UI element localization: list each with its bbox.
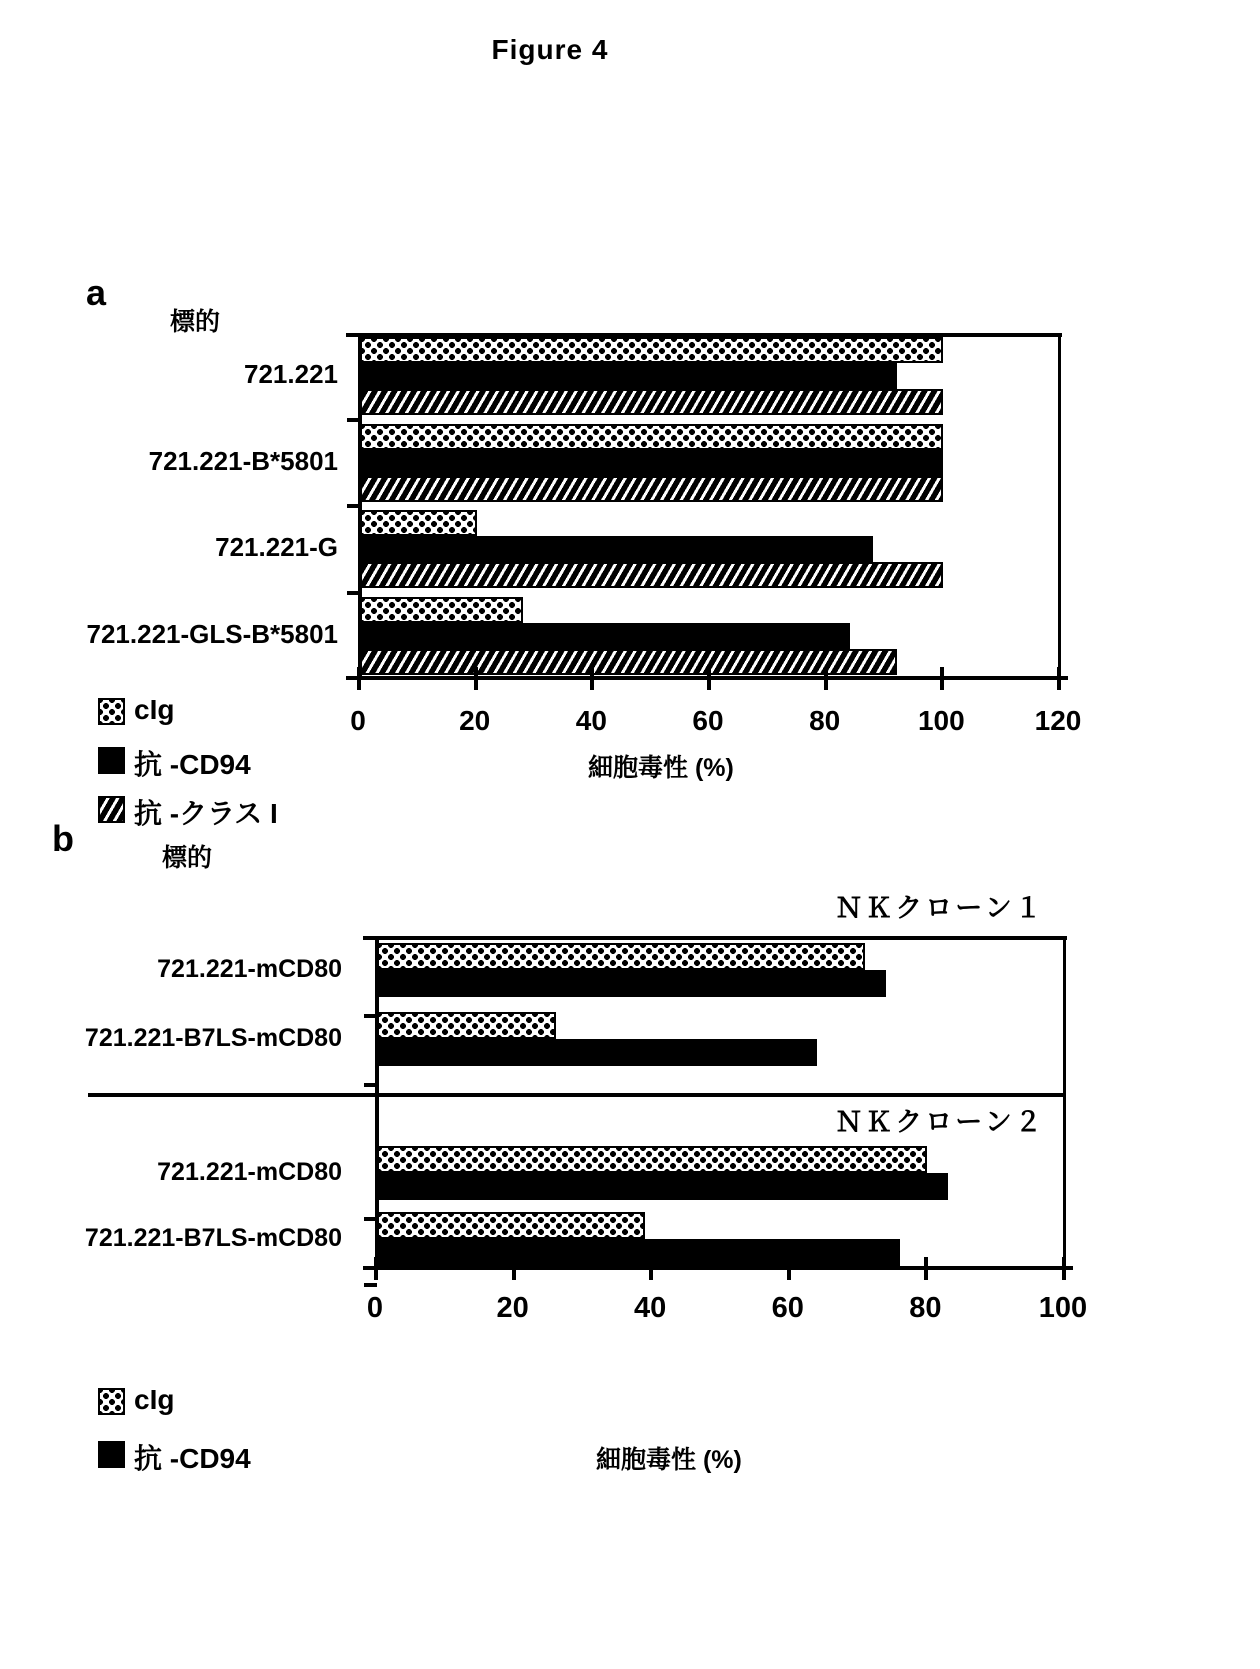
bar-solid xyxy=(360,536,873,562)
category-label: 721.221-mCD80 xyxy=(157,1158,342,1186)
x-tick xyxy=(824,667,828,690)
legend-label: cIg xyxy=(134,694,175,725)
bar-hatch xyxy=(360,562,943,588)
x-tick-label: 120 xyxy=(1034,705,1082,736)
x-tick xyxy=(924,1257,928,1280)
figure-title: Figure 4 xyxy=(491,34,609,65)
plot-a-right-border xyxy=(1058,333,1061,680)
bar-dots xyxy=(377,1146,927,1173)
axis-group-tick xyxy=(347,591,360,595)
x-tick xyxy=(940,667,944,690)
category-label: 721.221-B7LS-mCD80 xyxy=(84,1224,342,1252)
bar-solid xyxy=(377,1173,948,1200)
panel-b-label: b xyxy=(52,818,74,859)
x-tick-label: 40 xyxy=(575,705,607,736)
axis-group-tick xyxy=(347,504,360,508)
legend-swatch-hatch xyxy=(98,796,125,823)
x-tick xyxy=(1062,1257,1066,1280)
bar-dots xyxy=(377,943,865,970)
x-tick-label: 0 xyxy=(366,1292,384,1324)
axis-group-tick xyxy=(364,1283,377,1287)
bar-hatch xyxy=(360,476,943,502)
x-tick-label: 100 xyxy=(1038,1292,1088,1324)
bar-solid xyxy=(360,623,850,649)
legend-label: cIg xyxy=(134,1384,175,1415)
x-tick-label: 40 xyxy=(634,1292,667,1324)
nk-group-divider xyxy=(88,1093,1066,1097)
x-tick xyxy=(474,667,478,690)
bar-dots xyxy=(360,597,523,623)
x-tick xyxy=(1057,667,1061,690)
category-label: 721.221-GLS-B*5801 xyxy=(86,618,338,649)
x-tick xyxy=(787,1257,791,1280)
axis-group-tick xyxy=(364,1217,377,1221)
x-tick xyxy=(512,1257,516,1280)
axis-group-tick xyxy=(347,418,360,422)
x-tick-label: 20 xyxy=(496,1292,529,1324)
bar-solid xyxy=(360,450,943,476)
legend-label: 抗 -CD94 xyxy=(134,1443,251,1474)
x-tick-label: 80 xyxy=(809,705,841,736)
category-label: 721.221-G xyxy=(215,532,338,562)
bar-solid xyxy=(377,1239,900,1266)
legend-swatch-dots xyxy=(98,1388,125,1415)
legend-label: 抗 -CD94 xyxy=(134,749,251,780)
x-tick xyxy=(590,667,594,690)
x-tick-label: 20 xyxy=(459,705,491,736)
legend-swatch-solid xyxy=(98,1441,125,1468)
axis-group-tick xyxy=(364,1014,377,1018)
legend-swatch-solid xyxy=(98,747,125,774)
x-tick-label: 60 xyxy=(692,705,724,736)
x-tick-label: 80 xyxy=(909,1292,942,1324)
category-label: 721.221-B7LS-mCD80 xyxy=(84,1024,342,1052)
plot-b-x-axis xyxy=(363,1266,1073,1270)
bar-dots xyxy=(360,337,943,363)
nk-clone-2-title: ＮＫクローン２ xyxy=(835,1107,1045,1137)
nk-clone-1-title: ＮＫクローン１ xyxy=(835,893,1045,923)
bar-dots xyxy=(377,1212,645,1239)
legend-label: 抗 -クラス I xyxy=(134,798,278,829)
x-tick-label: 100 xyxy=(917,705,965,736)
panel-a-xaxis-label: 細胞毒性 (%) xyxy=(588,754,734,782)
bar-dots xyxy=(360,424,943,450)
plot-b-top-border xyxy=(363,936,1067,940)
x-tick xyxy=(357,667,361,690)
bar-dots xyxy=(360,510,477,536)
category-label: 721.221-mCD80 xyxy=(157,955,342,983)
x-tick-label: 60 xyxy=(771,1292,804,1324)
axis-group-tick xyxy=(364,1083,377,1087)
bar-hatch xyxy=(360,649,897,675)
bar-solid xyxy=(377,1039,817,1066)
panel-a-label: a xyxy=(86,272,107,313)
legend-swatch-dots xyxy=(98,698,125,725)
panel-b-xaxis-label: 細胞毒性 (%) xyxy=(596,1446,742,1474)
bar-dots xyxy=(377,1012,556,1039)
plot-b-right-border xyxy=(1063,936,1066,1270)
x-tick xyxy=(707,667,711,690)
bar-solid xyxy=(360,363,897,389)
x-tick xyxy=(649,1257,653,1280)
category-label: 721.221-B*5801 xyxy=(148,445,338,476)
x-tick xyxy=(374,1257,378,1280)
x-tick-label: 0 xyxy=(350,705,366,736)
category-label: 721.221 xyxy=(244,359,338,389)
panel-a-target-label: 標的 xyxy=(170,308,221,336)
bar-hatch xyxy=(360,389,943,415)
panel-b-target-label: 標的 xyxy=(162,844,213,872)
bar-solid xyxy=(377,970,886,997)
